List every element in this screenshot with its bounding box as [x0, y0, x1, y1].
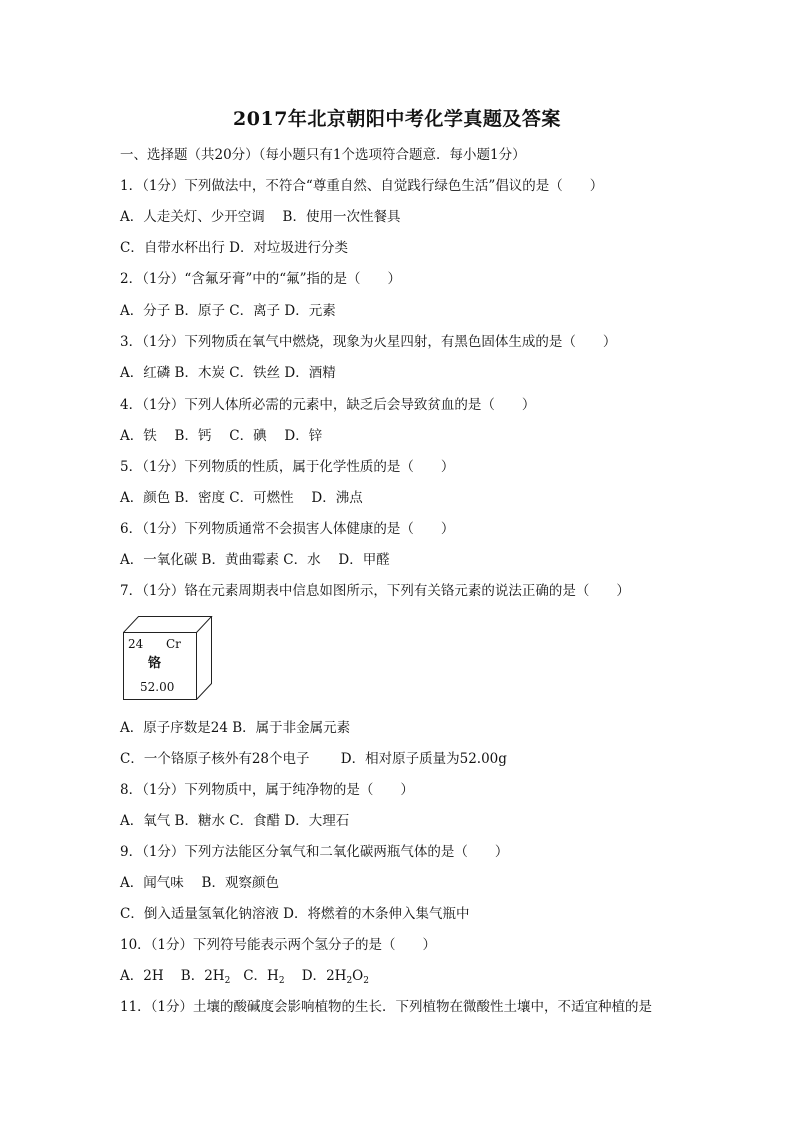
element-atomic-mass: 52.00 — [140, 680, 175, 694]
option-line: A．闻气味 B．观察颜色 — [120, 875, 279, 891]
option-c-label: C． — [243, 968, 268, 984]
option-b-formula: 2H — [204, 968, 225, 984]
option-line: A．铁 B．钙 C．碘 D．锌 — [120, 428, 323, 444]
option-line: C．倒入适量氢氧化钠溶液 D．将燃着的木条伸入集气瓶中 — [120, 906, 470, 922]
element-card-figure — [118, 612, 214, 702]
option-a-formula: 2H — [143, 968, 164, 984]
question-line: 4．（1分）下列人体所必需的元素中，缺乏后会导致贫血的是（ ） — [120, 397, 536, 413]
option-b-label: B． — [180, 968, 205, 984]
option-line: A．人走关灯、少开空调 B．使用一次性餐具 — [120, 209, 401, 225]
option-c-formula: H — [267, 968, 279, 984]
element-atomic-number: 24 — [128, 637, 144, 651]
option-line: C．一个铬原子核外有28个电子 D．相对原子质量为52.00g — [120, 751, 507, 767]
option-d-subscript-1: 2 — [346, 976, 353, 986]
option-c-subscript: 2 — [278, 976, 285, 986]
question-line: 6．（1分）下列物质通常不会损害人体健康的是（ ） — [120, 521, 455, 537]
question-line: 7．（1分）铬在元素周期表中信息如图所示，下列有关铬元素的说法正确的是（ ） — [120, 583, 630, 599]
question-line: 3．（1分）下列物质在氧气中燃烧，现象为火星四射，有黑色固体生成的是（ ） — [120, 334, 617, 350]
document-title: 2017年北京朝阳中考化学真题及答案 — [233, 108, 561, 130]
question-line: 11．（1分）土壤的酸碱度会影响植物的生长．下列植物在微酸性土壤中，不适宜种植的是 — [120, 999, 653, 1015]
option-line: A．原子序数是24 B．属于非金属元素 — [120, 720, 351, 736]
option-line: C．自带水杯出行 D．对垃圾进行分类 — [120, 240, 348, 256]
option-line-formulas — [120, 967, 369, 990]
question-line: 2．（1分）“含氟牙膏”中的“氟”指的是（ ） — [120, 271, 402, 287]
question-line: 5．（1分）下列物质的性质，属于化学性质的是（ ） — [120, 459, 455, 475]
element-symbol: Cr — [166, 637, 181, 651]
option-d-subscript-2: 2 — [363, 976, 369, 986]
question-line: 10．（1分）下列符号能表示两个氢分子的是（ ） — [120, 937, 437, 953]
option-d-formula-1: 2H — [326, 968, 347, 984]
question-line: 8．（1分）下列物质中，属于纯净物的是（ ） — [120, 782, 414, 798]
element-name: 铬 — [148, 656, 162, 671]
option-a-label: A． — [120, 968, 144, 984]
option-line: A．一氧化碳 B．黄曲霉素 C．水 D．甲醛 — [120, 552, 390, 568]
question-line: 1．（1分）下列做法中，不符合“尊重自然、自觉践行绿色生活”倡议的是（ ） — [120, 178, 604, 194]
option-line: A．颜色 B．密度 C．可燃性 D．沸点 — [120, 490, 363, 506]
option-line: A．红磷 B．木炭 C．铁丝 D．酒精 — [120, 365, 336, 381]
option-b-subscript: 2 — [224, 976, 231, 986]
option-line: A．分子 B．原子 C．离子 D．元素 — [120, 303, 336, 319]
option-d-label: D． — [301, 968, 327, 984]
question-line: 9．（1分）下列方法能区分氧气和二氧化碳两瓶气体的是（ ） — [120, 844, 509, 860]
option-d-formula-2: O — [352, 968, 364, 984]
option-line: A．氧气 B．糖水 C．食醋 D．大理石 — [120, 813, 350, 829]
section-heading: 一、选择题（共20分）（每小题只有1个选项符合题意．每小题1分） — [120, 147, 526, 163]
